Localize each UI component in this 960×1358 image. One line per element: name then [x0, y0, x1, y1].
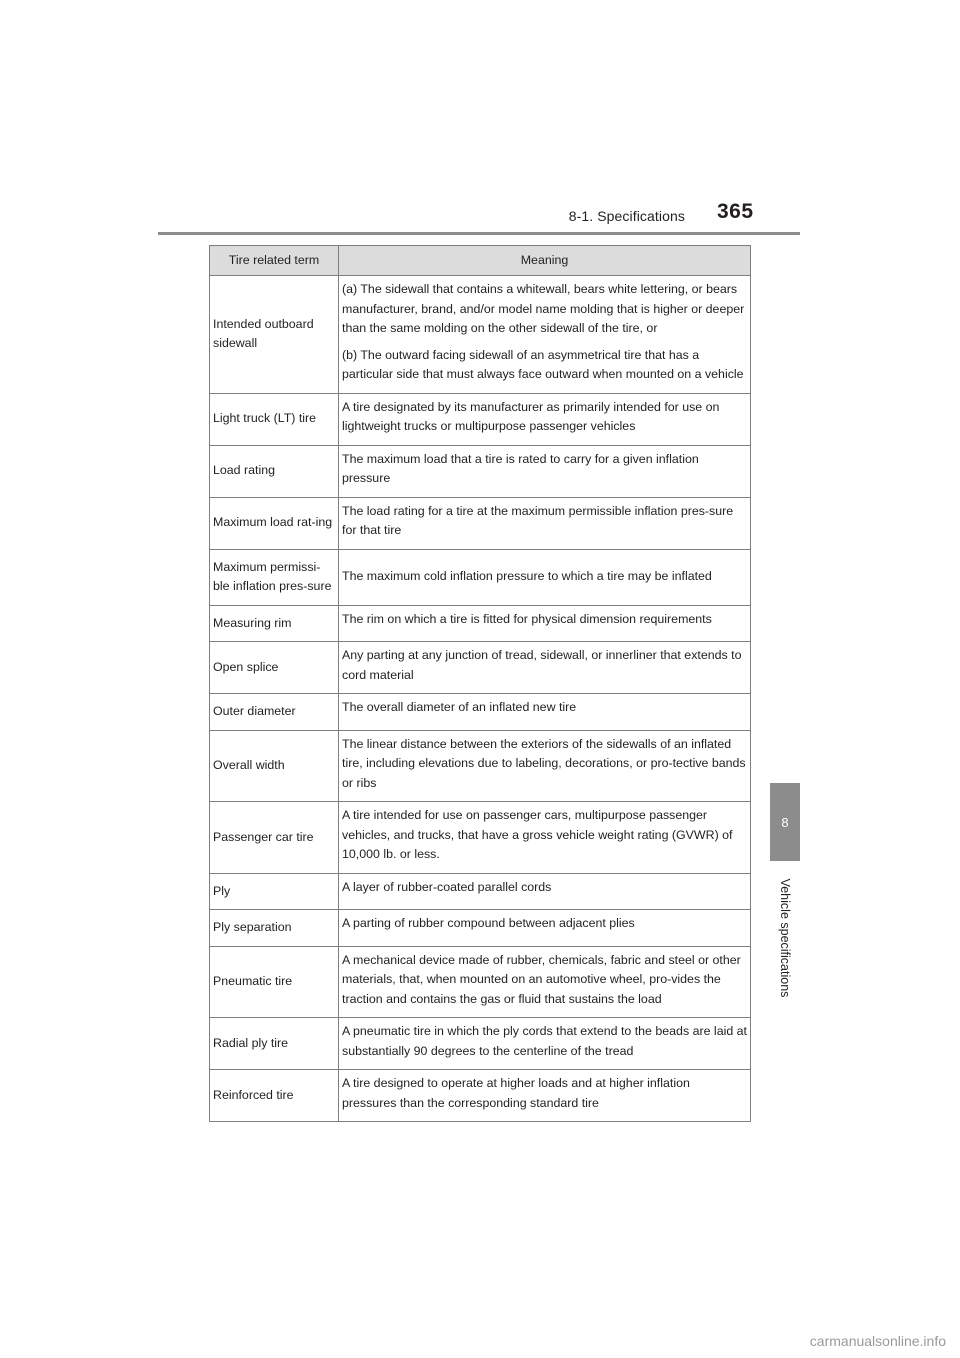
meaning-paragraph: A tire designated by its manufacturer as primarily intended for use on lightweight trucks or multipurpose passenger vehicles	[342, 399, 720, 433]
meaning-paragraph: The maximum cold inflation pressure to which a tire may be inflated	[342, 569, 712, 584]
table-row	[210, 445, 751, 497]
term-cell: Overall width	[210, 730, 339, 802]
meaning-paragraph: A layer of rubber-coated parallel cords	[342, 879, 552, 894]
term-cell: Maximum permissi-ble inflation pres-sure	[210, 549, 339, 605]
meaning-paragraph: The load rating for a tire at the maximum permissible inflation pres-sure for that tire	[342, 503, 734, 537]
meaning-paragraph: The overall diameter of an inflated new tire	[342, 700, 577, 714]
table-row	[210, 694, 751, 731]
meaning-cell	[339, 873, 751, 910]
tire-terms-table	[209, 245, 751, 1122]
meaning-cell	[339, 694, 751, 731]
meaning-cell	[339, 1070, 751, 1122]
meaning-paragraph: A tire intended for use on passenger cars, multipurpose passenger vehicles, and trucks, that have a gross vehicle weight rating (GVWR) of 10,000 lb. or less.	[342, 808, 733, 861]
term-cell: Pneumatic tire	[210, 946, 339, 1018]
table-row	[210, 605, 751, 642]
term-cell: Measuring rim	[210, 605, 339, 642]
meaning-cell	[339, 1018, 751, 1070]
chapter-number: 8	[781, 814, 789, 830]
meaning-cell	[339, 605, 751, 642]
term-cell: Ply separation	[210, 910, 339, 947]
meaning-cell	[339, 276, 751, 394]
table-row	[210, 642, 751, 694]
table-row	[210, 276, 751, 394]
header-rule	[158, 232, 800, 235]
term-cell: Maximum load rat-ing	[210, 497, 339, 549]
term-cell: Reinforced tire	[210, 1070, 339, 1122]
table-header-row	[210, 246, 751, 276]
watermark: carmanualsonline.info	[809, 1333, 946, 1349]
meaning-paragraph: A tire designed to operate at higher loads and at higher inflation pressures than the corresponding standard tire	[342, 1076, 690, 1110]
table-row	[210, 802, 751, 874]
table-row	[210, 393, 751, 445]
term-cell: Open splice	[210, 642, 339, 694]
meaning-paragraph: The maximum load that a tire is rated to carry for a given inflation pressure	[342, 451, 699, 485]
term-cell: Load rating	[210, 445, 339, 497]
header-term: Tire related term	[210, 246, 339, 276]
table-row	[210, 946, 751, 1018]
meaning-paragraph: The linear distance between the exteriors of the sidewalls of an inflated tire, including elevations due to labeling, decorations, or pro-tective bands or ribs	[342, 736, 746, 790]
table-row	[210, 497, 751, 549]
meaning-cell	[339, 445, 751, 497]
term-cell: Passenger car tire	[210, 802, 339, 874]
meaning-cell	[339, 730, 751, 802]
chapter-label: Vehicle specifications	[778, 878, 792, 998]
table-row	[210, 910, 751, 947]
page-number: 365	[717, 200, 754, 223]
meaning-paragraph: The rim on which a tire is fitted for physical dimension requirements	[342, 611, 712, 626]
table-row	[210, 549, 751, 605]
table-row	[210, 730, 751, 802]
table-row	[210, 873, 751, 910]
meaning-cell	[339, 802, 751, 874]
term-cell: Light truck (LT) tire	[210, 393, 339, 445]
header-meaning: Meaning	[339, 246, 751, 276]
term-cell: Ply	[210, 873, 339, 910]
meaning-cell	[339, 549, 751, 605]
term-cell: Intended outboard sidewall	[210, 276, 339, 394]
meaning-paragraph: A pneumatic tire in which the ply cords that extend to the beads are laid at substantially 90 degrees to the centerline of the tread	[342, 1024, 748, 1058]
meaning-paragraph: A parting of rubber compound between adjacent plies	[342, 916, 635, 930]
meaning-cell	[339, 393, 751, 445]
meaning-cell	[339, 497, 751, 549]
meaning-cell	[339, 946, 751, 1018]
meaning-paragraph: (b) The outward facing sidewall of an asymmetrical tire that has a particular side that must always face outward when mounted on a vehicle	[342, 347, 744, 381]
meaning-paragraph: Any parting at any junction of tread, sidewall, or innerliner that extends to cord material	[342, 648, 742, 682]
meaning-cell	[339, 642, 751, 694]
term-cell: Outer diameter	[210, 694, 339, 731]
table-row	[210, 1018, 751, 1070]
meaning-cell	[339, 910, 751, 947]
meaning-paragraph: (a) The sidewall that contains a whitewall, bears white lettering, or bears manufacturer, brand, and/or model name molding that is higher or deeper than the same molding on the other sidewall of the tire, or	[342, 282, 745, 335]
term-cell: Radial ply tire	[210, 1018, 339, 1070]
section-title: 8-1. Specifications	[568, 208, 685, 224]
meaning-paragraph: A mechanical device made of rubber, chemicals, fabric and steel or other materials, that, when mounted on an automotive wheel, pro-vides the traction and contains the gas or fluid that sustains the load	[342, 952, 741, 1006]
chapter-tab	[770, 783, 800, 861]
table-row	[210, 1070, 751, 1122]
